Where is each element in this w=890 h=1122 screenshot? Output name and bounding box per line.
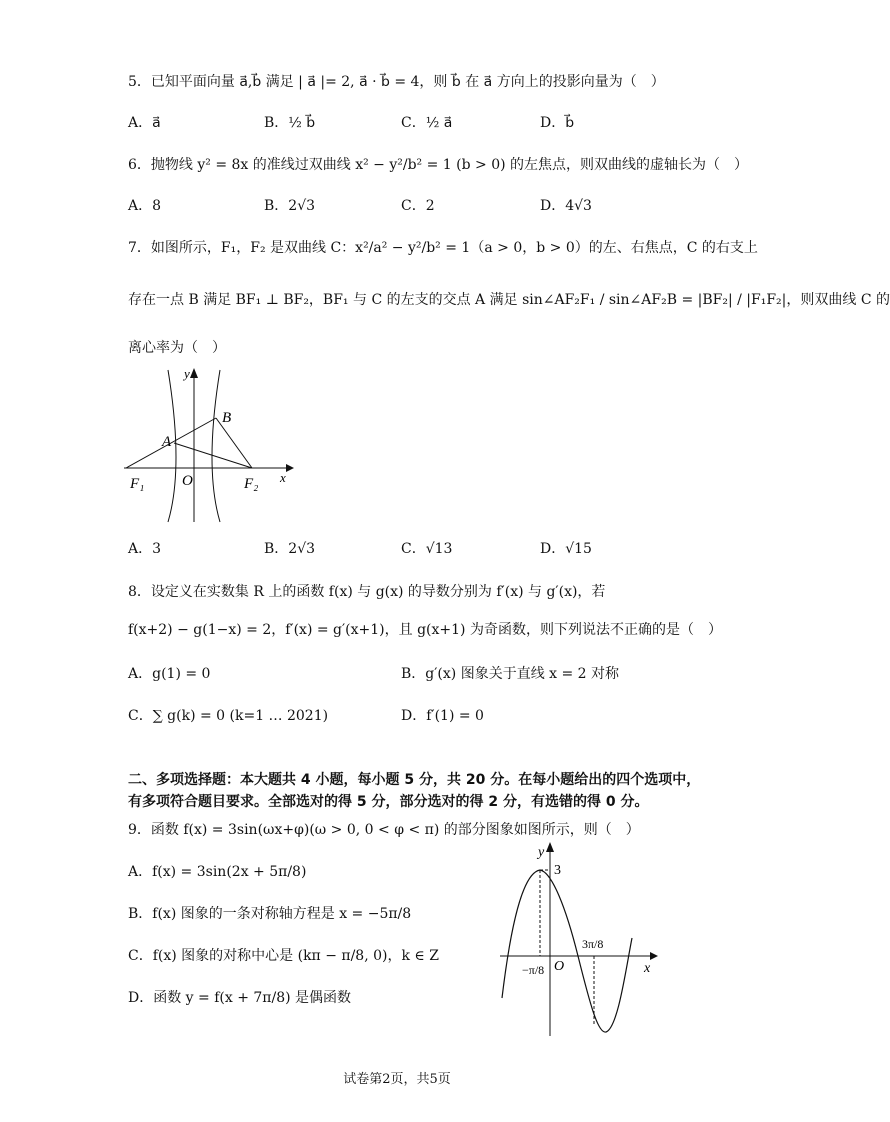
q9-label-o: O: [554, 959, 565, 974]
q7-label-a: A: [162, 434, 172, 450]
q9-y-arrow: [546, 842, 554, 852]
q7-option-d: D．√15: [540, 541, 592, 557]
q9-option-a: A．f(x) = 3sin(2x + 5π/8): [128, 864, 307, 880]
q7-label-b: B: [222, 410, 232, 426]
q7-x-arrow: [286, 464, 294, 472]
q9-label-x: x: [644, 961, 651, 976]
q7-label-f1: F₁: [130, 476, 145, 492]
q6-option-d: D．4√3: [540, 198, 592, 214]
q8-option-b: B．g′(x) 图象关于直线 x = 2 对称: [401, 666, 620, 682]
q8-stem-line1: 8．设定义在实数集 R 上的函数 f(x) 与 g(x) 的导数分别为 f′(x) 与 g′(x)，若: [128, 584, 606, 600]
q8-option-c: C．∑ g(k) = 0 (k=1 … 2021): [128, 708, 329, 724]
q7-option-b: B．2√3: [264, 541, 316, 557]
q5-stem: 5．已知平面向量 a⃗,b⃗ 满足 | a⃗ |= 2, a⃗ · b⃗ = 4，则 b⃗ 在 a⃗ 方向上的投影向量为（ ）: [128, 74, 665, 90]
page-footer: 试卷第2页，共5页: [343, 1072, 451, 1087]
q7-stem-line1: 7．如图所示，F₁，F₂ 是双曲线 C：x²/a² − y²/b² = 1（a > 0，b > 0）的左、右焦点，C 的右支上: [128, 240, 758, 256]
q6-option-c: C．2: [401, 198, 435, 214]
q6-stem: 6．抛物线 y² = 8x 的准线过双曲线 x² − y²/b² = 1 (b > 0) 的左焦点，则双曲线的虚轴长为（ ）: [128, 157, 749, 173]
q7-option-c: C．√13: [401, 541, 453, 557]
q9-label-left-tick: −π/8: [522, 963, 545, 977]
q7-stem-line3: 离心率为（ ）: [128, 340, 226, 356]
q5-option-a: A．a⃗: [128, 115, 161, 131]
q9-label-right-tick: 3π/8: [582, 937, 604, 951]
q7-y-arrow: [190, 368, 198, 378]
q9-option-d: D．函数 y = f(x + 7π/8) 是偶函数: [128, 990, 352, 1006]
q7-label-y: y: [184, 366, 190, 381]
q8-option-a: A．g(1) = 0: [128, 666, 211, 682]
q5-option-d: D．b⃗: [540, 115, 575, 131]
q6-option-b: B．2√3: [264, 198, 316, 214]
q9-stem: 9．函数 f(x) = 3sin(ωx+φ)(ω > 0, 0 < φ < π) 的部分图象如图所示，则（ ）: [128, 822, 640, 838]
q9-option-c: C．f(x) 图象的对称中心是 (kπ − π/8, 0)，k ∈ Z: [128, 948, 439, 964]
q9-label-y: y: [538, 845, 545, 860]
q7-label-x: x: [280, 470, 286, 485]
q5-option-c: C．½ a⃗: [401, 115, 453, 131]
q7-option-a: A．3: [128, 541, 162, 557]
q7-label-o: O: [182, 473, 193, 489]
q8-stem-line2: f(x+2) − g(1−x) = 2，f′(x) = g′(x+1)，且 g(x+1) 为奇函数，则下列说法不正确的是（ ）: [128, 622, 722, 638]
q6-option-a: A．8: [128, 198, 162, 214]
q7-right-branch: [212, 370, 220, 522]
q7-hyperbola-figure: [118, 362, 298, 527]
section2-heading-line2: 有多项符合题目要求。全部选对的得 5 分，部分选对的得 2 分，有选错的得 0 分。: [128, 794, 649, 810]
q9-sine-figure: [494, 838, 664, 1038]
q5-option-b: B．½ b⃗: [264, 115, 316, 131]
q7-stem-line2: 存在一点 B 满足 BF₁ ⊥ BF₂，BF₁ 与 C 的左支的交点 A 满足 sin∠AF₂F₁ / sin∠AF₂B = |BF₂| / |F₁F₂|，则双曲线 C 的: [128, 292, 890, 308]
q9-x-arrow: [650, 952, 658, 960]
q7-label-f2: F₂: [244, 476, 259, 492]
q9-sine-curve: [502, 870, 632, 1032]
q9-label-peak: 3: [554, 863, 561, 878]
q7-line-a-f2: [174, 443, 252, 468]
section2-heading-line1: 二、多项选择题：本大题共 4 小题，每小题 5 分，共 20 分。在每小题给出的四个选项中，: [128, 772, 701, 788]
q8-option-d: D．f′(1) = 0: [401, 708, 484, 724]
q9-option-b: B．f(x) 图象的一条对称轴方程是 x = −5π/8: [128, 906, 412, 922]
